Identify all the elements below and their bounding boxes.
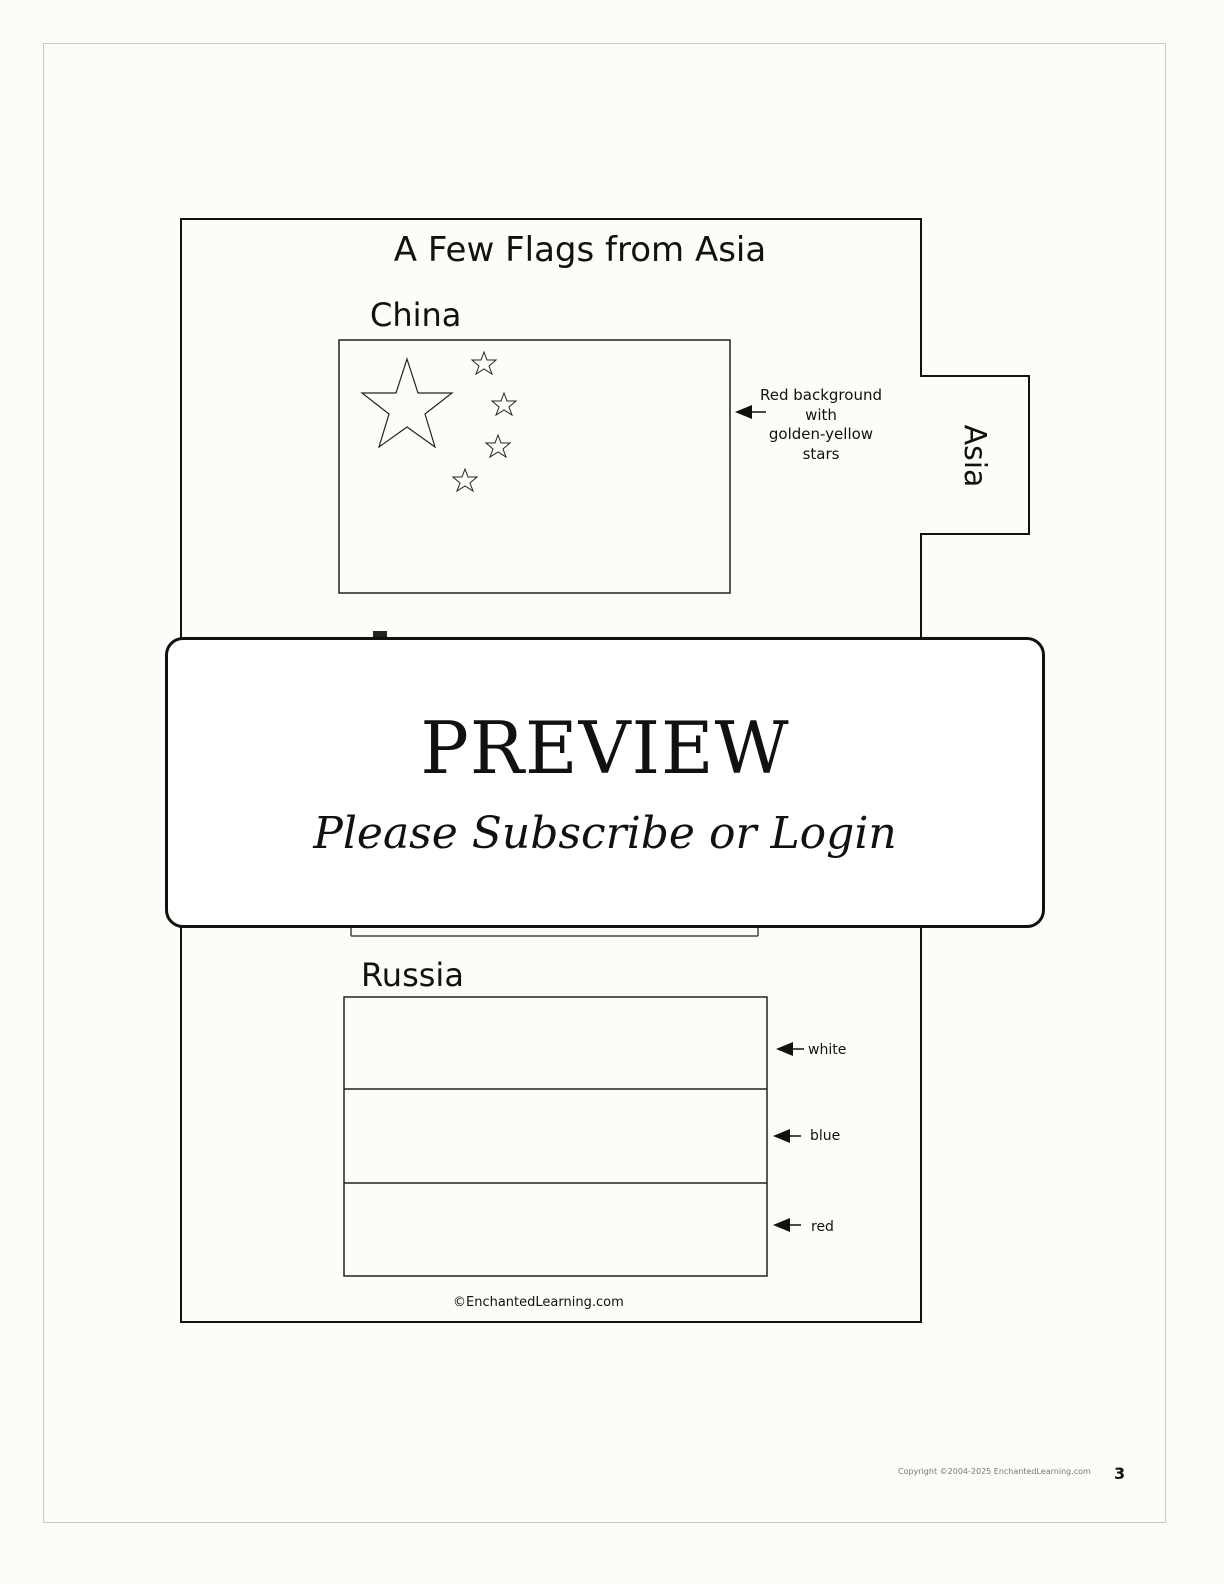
site-credit: ©EnchantedLearning.com — [453, 1295, 624, 1310]
china-flag-outline — [339, 340, 730, 593]
china-small-star-3-icon — [486, 435, 510, 457]
china-label: China — [370, 296, 462, 334]
china-color-note — [755, 386, 887, 464]
china-note-line: with — [805, 405, 837, 424]
subscribe-login-prompt[interactable]: Please Subscribe or Login — [313, 808, 897, 859]
china-note-line: Red background — [760, 386, 882, 404]
china-note-line: stars — [802, 444, 840, 463]
worksheet-title: A Few Flags from Asia — [393, 230, 767, 270]
russia-blue-arrow-icon — [773, 1129, 801, 1143]
china-small-star-4-icon — [453, 469, 477, 491]
russia-red-arrow-icon — [773, 1218, 801, 1232]
russia-white-arrow-icon — [776, 1042, 804, 1056]
russia-stripe-label-white: white — [808, 1042, 847, 1058]
russia-stripe-label-blue: blue — [810, 1128, 841, 1144]
china-small-star-2-icon — [492, 393, 516, 415]
china-note-line: golden-yellow — [768, 425, 874, 443]
preview-overlay[interactable] — [165, 637, 1045, 928]
preview-title: PREVIEW — [420, 706, 790, 790]
russia-stripe-label-red: red — [811, 1219, 834, 1235]
china-small-star-icons — [453, 352, 516, 491]
china-large-star-icon — [362, 359, 452, 447]
page-number: 3 — [1114, 1464, 1126, 1483]
russia-flag-outline — [344, 997, 767, 1276]
asia-tab-label: Asia — [957, 424, 993, 488]
footer-copyright: Copyright ©2004-2025 EnchantedLearning.com — [898, 1467, 1091, 1476]
china-small-star-1-icon — [472, 352, 496, 374]
russia-label: Russia — [361, 956, 464, 994]
